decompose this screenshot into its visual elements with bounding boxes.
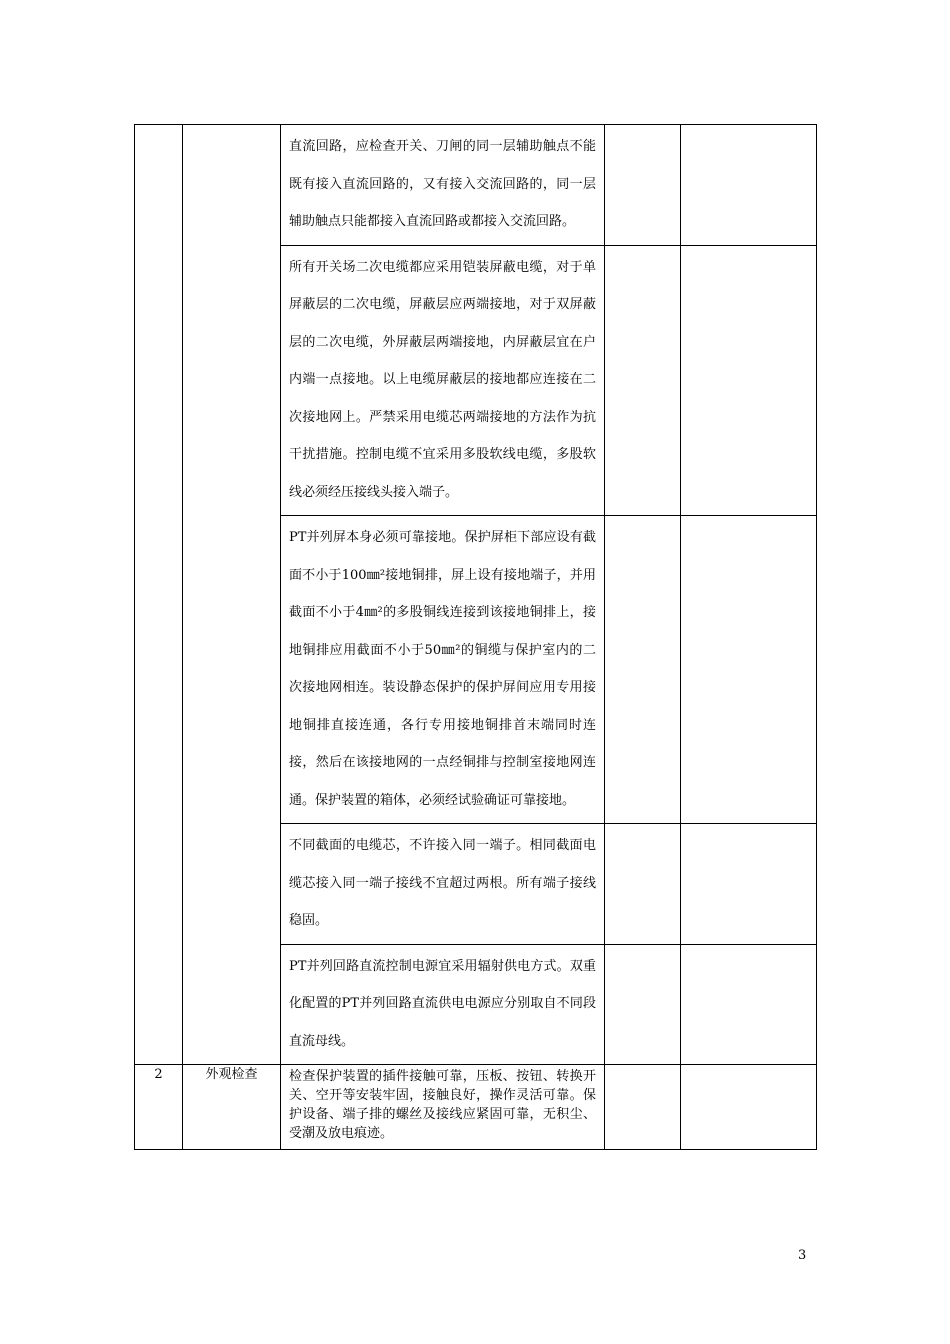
item-title-cell: [183, 125, 281, 1065]
requirement-cell: [281, 1065, 605, 1150]
requirement-text: PT并列屏本身必须可靠接地。保护屏柜下部应设有截面不小于100㎜²接地铜排，屏上设有接地端子，并用截面不小于4㎜²的多股铜线连接到该接地铜排上，接地铜排应用截面不小于50㎜²的铜缆与保护室内的二次接地网相连。装设静态保护的保护屏间应用专用接地铜排直接连通，各行专用接地铜排首末端同时连接，然后在该接地网的一点经铜排与控制室接地网连通。保护装置的箱体，必须经试验确证可靠接地。: [289, 530, 596, 808]
result-cell: [605, 125, 681, 246]
remark-cell: [681, 516, 817, 824]
remark-cell: [681, 824, 817, 945]
remark-cell: [681, 1065, 817, 1150]
result-cell: [605, 1065, 681, 1150]
requirement-text: PT并列回路直流控制电源宜采用辐射供电方式。双重化配置的PT并列回路直流供电电源应分别取自不同段直流母线。: [289, 958, 596, 1049]
table-row: [135, 125, 817, 246]
remark-cell: [681, 944, 817, 1065]
table-row: [135, 1065, 817, 1150]
result-cell: [605, 824, 681, 945]
requirement-cell: [281, 245, 605, 516]
requirement-text: 检查保护装置的插件接触可靠，压板、按钮、转换开关、空开等安装牢固，接触良好，操作灵活可靠。保护设备、端子排的螺丝及接线应紧固可靠，无积尘、受潮及放电痕迹。: [289, 1069, 596, 1141]
item-title-cell: 外观检查: [183, 1065, 281, 1150]
requirement-cell: [281, 824, 605, 945]
item-number-cell: [135, 125, 183, 1065]
inspection-table: [134, 124, 817, 1150]
remark-cell: [681, 125, 817, 246]
result-cell: [605, 516, 681, 824]
item-number-cell: 2: [135, 1065, 183, 1150]
requirement-cell: [281, 125, 605, 246]
requirement-cell: [281, 516, 605, 824]
requirement-cell: [281, 944, 605, 1065]
result-cell: [605, 944, 681, 1065]
requirement-text: 直流回路，应检查开关、刀闸的同一层辅助触点不能既有接入直流回路的，又有接入交流回路的，同一层辅助触点只能都接入直流回路或都接入交流回路。: [289, 139, 596, 229]
remark-cell: [681, 245, 817, 516]
requirement-text: 所有开关场二次电缆都应采用铠装屏蔽电缆，对于单屏蔽层的二次电缆，屏蔽层应两端接地，对于双屏蔽层的二次电缆，外屏蔽层两端接地，内屏蔽层宜在户内端一点接地。以上电缆屏蔽层的接地都应连接在二次接地网上。严禁采用电缆芯两端接地的方法作为抗干扰措施。控制电缆不宜采用多股软线电缆，多股软线必须经压接线头接入端子。: [289, 259, 596, 500]
requirement-text: 不同截面的电缆芯，不许接入同一端子。相同截面电缆芯接入同一端子接线不宜超过两根。所有端子接线稳固。: [289, 838, 596, 928]
page-number: 3: [798, 1248, 807, 1263]
result-cell: [605, 245, 681, 516]
